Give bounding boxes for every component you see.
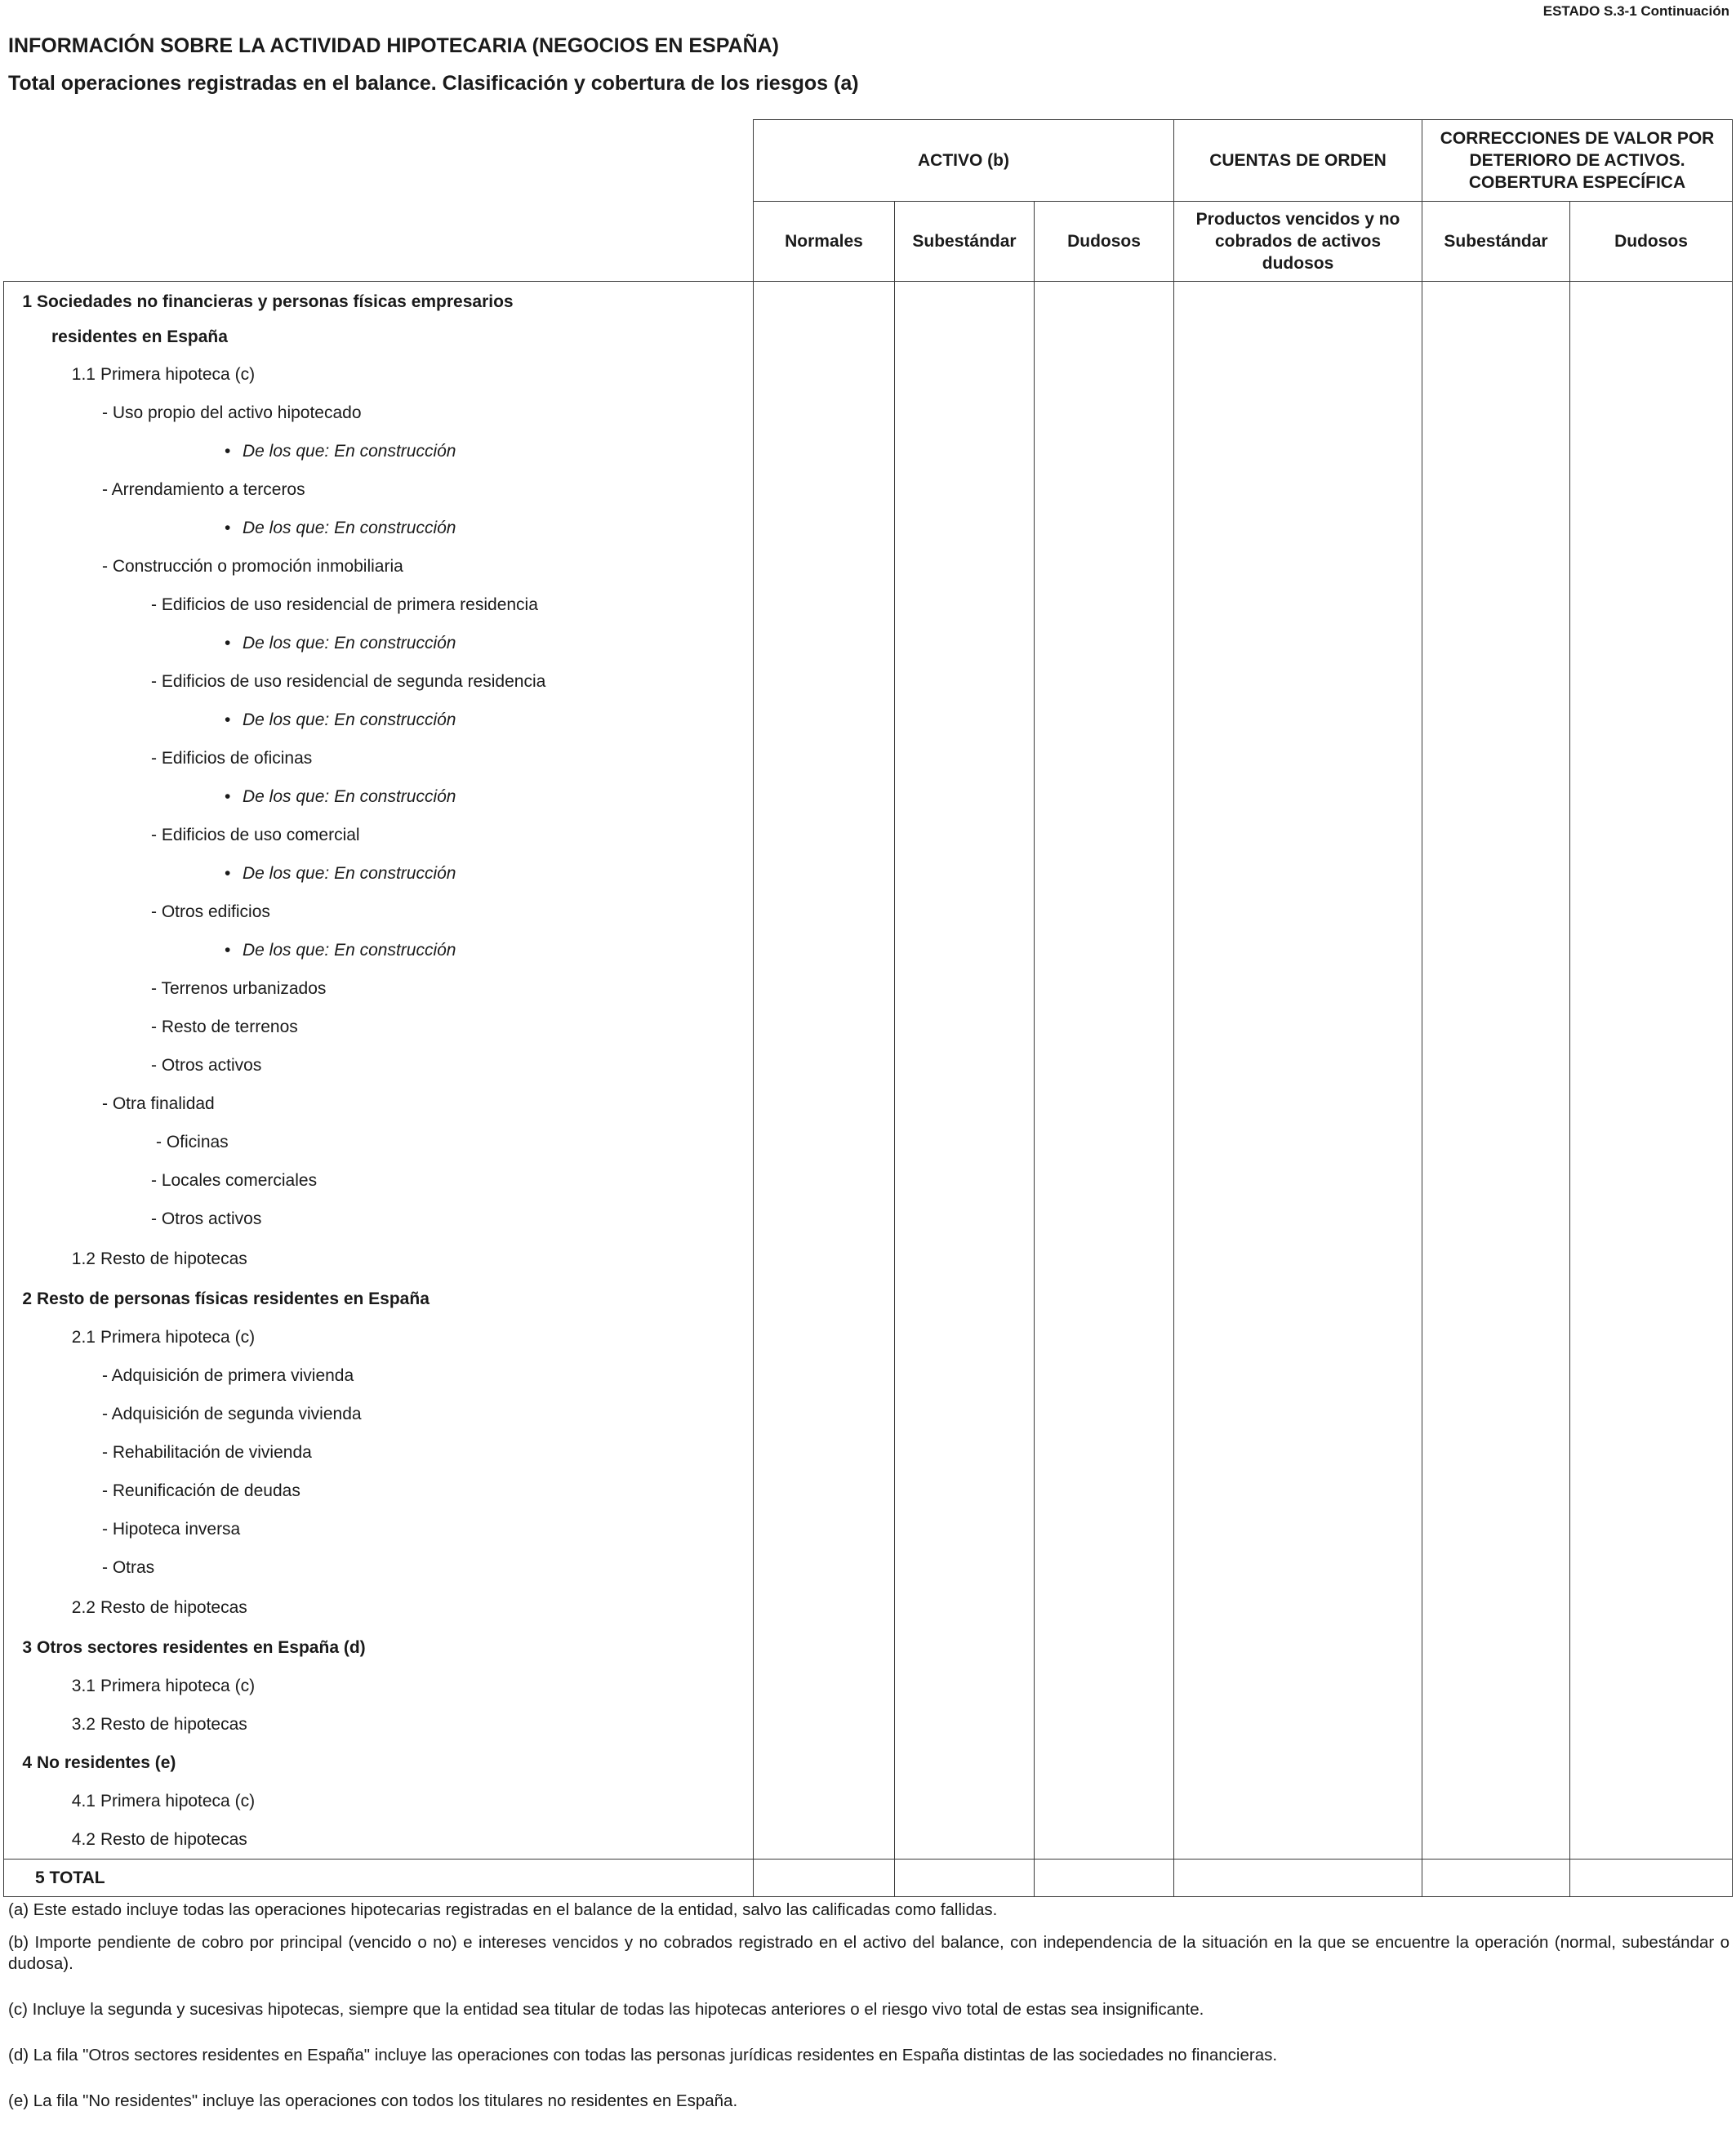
table-row-label bbox=[4, 701, 753, 739]
row-text: - Arrendamiento a terceros bbox=[102, 479, 305, 499]
header-cuentas-orden: CUENTAS DE ORDEN bbox=[1174, 120, 1422, 202]
table-row-label bbox=[4, 586, 753, 624]
table-row-label bbox=[4, 662, 753, 701]
row-text: - Edificios de uso residencial de segunda residencia bbox=[151, 671, 546, 691]
total-productos-cell[interactable] bbox=[1174, 1860, 1422, 1897]
table-row-label bbox=[4, 1280, 753, 1318]
row-text: Resto de personas físicas residentes en España bbox=[37, 1289, 430, 1308]
table-row-label bbox=[4, 1587, 753, 1628]
row-text: - Uso propio del activo hipotecado bbox=[102, 403, 362, 422]
row-number: 3.2 bbox=[71, 1714, 96, 1734]
column-dudosos-cells[interactable] bbox=[1035, 282, 1174, 1860]
column-normales-cells[interactable] bbox=[754, 282, 895, 1860]
table-row-label bbox=[4, 1318, 753, 1356]
row-text: De los que: En construcción bbox=[243, 940, 456, 960]
row-text: - Otras bbox=[102, 1557, 155, 1577]
table-row-label bbox=[4, 355, 753, 394]
row-text: - Otros activos bbox=[151, 1209, 262, 1228]
row-text: Resto de hipotecas bbox=[100, 1714, 247, 1734]
table-row-label bbox=[4, 1667, 753, 1705]
table-row-label bbox=[4, 1782, 753, 1820]
table-row-label bbox=[4, 1123, 753, 1161]
row-text: De los que: En construcción bbox=[243, 633, 456, 653]
total-dudosos-cell[interactable] bbox=[1035, 1860, 1174, 1897]
row-text: - Locales comerciales bbox=[151, 1170, 318, 1190]
bullet-icon: • bbox=[225, 940, 231, 960]
table-row-label bbox=[4, 893, 753, 931]
table-row-label bbox=[4, 1356, 753, 1395]
table-row-label bbox=[4, 1472, 753, 1510]
row-number: 4 bbox=[22, 1753, 32, 1772]
table-row-label bbox=[4, 1238, 753, 1280]
row-text: - Rehabilitación de vivienda bbox=[102, 1442, 312, 1462]
row-text: Primera hipoteca (c) bbox=[100, 364, 256, 384]
table-row-label bbox=[4, 1628, 753, 1667]
table-row-label bbox=[4, 816, 753, 854]
column-subestandar-cells[interactable] bbox=[895, 282, 1035, 1860]
row-number: 1.1 bbox=[71, 364, 96, 384]
table-row-label bbox=[4, 1046, 753, 1085]
footnote: (d) La fila "Otros sectores residentes en España" incluye las operaciones con todas las personas jurídicas residentes en España distintas de las sociedades no financieras. bbox=[8, 2046, 1278, 2064]
row-text: - Edificios de oficinas bbox=[151, 748, 313, 768]
table-row-label bbox=[4, 1433, 753, 1472]
row-text: - Adquisición de segunda vivienda bbox=[102, 1404, 362, 1423]
row-text: De los que: En construcción bbox=[243, 786, 456, 806]
row-text: - Edificios de uso comercial bbox=[151, 825, 360, 844]
table-row-label bbox=[4, 509, 753, 547]
row-text: - Otros activos bbox=[151, 1055, 262, 1075]
table-row-label bbox=[4, 854, 753, 893]
bullet-icon: • bbox=[225, 863, 231, 883]
footnotes bbox=[8, 1900, 1729, 2112]
row-number: 2.2 bbox=[71, 1597, 96, 1617]
table-row-label bbox=[4, 1548, 753, 1587]
row-text: - Terrenos urbanizados bbox=[151, 978, 327, 998]
header-correcciones: CORRECCIONES DE VALOR POR DETERIORO DE ACTIVOS. COBERTURA ESPECÍFICA bbox=[1422, 120, 1733, 202]
table-row-label bbox=[4, 739, 753, 777]
row-text: De los que: En construcción bbox=[243, 441, 456, 461]
header-normales: Normales bbox=[754, 202, 895, 282]
table-row-label bbox=[4, 285, 753, 319]
header-correcciones-dudosos: Dudosos bbox=[1570, 202, 1733, 282]
table-row-label bbox=[4, 1200, 753, 1238]
table-row-label bbox=[4, 547, 753, 586]
table-row-label bbox=[4, 1705, 753, 1744]
form-code: ESTADO S.3-1 Continuación bbox=[1542, 3, 1729, 19]
footnote: (c) Incluye la segunda y sucesivas hipotecas, siempre que la entidad sea titular de todas las hipotecas anteriores o el riesgo vivo total de estas sea insignificante. bbox=[8, 2000, 1204, 2019]
row-text: - Otros edificios bbox=[151, 902, 270, 921]
header-activo: ACTIVO (b) bbox=[754, 120, 1174, 202]
row-text: Sociedades no financieras y personas físicas empresarios bbox=[37, 292, 514, 311]
row-number: 3 bbox=[22, 1637, 32, 1657]
table-row-label bbox=[4, 1085, 753, 1123]
row-text: Primera hipoteca (c) bbox=[100, 1791, 256, 1811]
row-text: - Hipoteca inversa bbox=[102, 1519, 241, 1539]
header-productos-vencidos: Productos vencidos y no cobrados de activos dudosos bbox=[1174, 202, 1422, 282]
bullet-icon: • bbox=[225, 441, 231, 461]
table-row-label bbox=[4, 319, 753, 355]
row-text: - Reunificación de deudas bbox=[102, 1481, 300, 1500]
row-text: - Edificios de uso residencial de primera residencia bbox=[151, 595, 538, 614]
table-row-label bbox=[4, 1744, 753, 1782]
table-row-label bbox=[4, 624, 753, 662]
table-row-label bbox=[4, 394, 753, 432]
bullet-icon: • bbox=[225, 786, 231, 806]
table-row-label bbox=[4, 969, 753, 1008]
bullet-icon: • bbox=[225, 633, 231, 653]
row-number: 2 bbox=[22, 1289, 32, 1308]
row-text: Resto de hipotecas bbox=[100, 1829, 247, 1849]
header-subestandar: Subestándar bbox=[895, 202, 1035, 282]
table-row-label bbox=[4, 1161, 753, 1200]
mortgage-table bbox=[3, 119, 1733, 1897]
row-text: - Adquisición de primera vivienda bbox=[102, 1365, 354, 1385]
row-text: No residentes (e) bbox=[37, 1753, 176, 1772]
table-row-label bbox=[4, 470, 753, 509]
row-text: Primera hipoteca (c) bbox=[100, 1327, 256, 1347]
header-dudosos: Dudosos bbox=[1035, 202, 1174, 282]
footnote: (b) Importe pendiente de cobro por principal (vencido o no) e intereses vencidos y no cobrados registrado en el activo del balance, con independencia de la situación en la que se encuentre la operación (normal, subestándar o dudosa). bbox=[8, 1933, 1729, 1973]
table-row-label bbox=[4, 1395, 753, 1433]
row-text: De los que: En construcción bbox=[243, 518, 456, 537]
total-correcciones-dudosos-cell[interactable] bbox=[1570, 1860, 1733, 1897]
total-label: 5 TOTAL bbox=[4, 1860, 754, 1897]
bullet-icon: • bbox=[225, 518, 231, 537]
bullet-icon: • bbox=[225, 710, 231, 729]
row-number: 3.1 bbox=[71, 1676, 96, 1695]
column-productos-cells[interactable] bbox=[1174, 282, 1422, 1860]
row-text: - Oficinas bbox=[156, 1132, 229, 1151]
row-text: Resto de hipotecas bbox=[100, 1597, 247, 1617]
row-text: - Construcción o promoción inmobiliaria bbox=[102, 556, 403, 576]
footnote: (a) Este estado incluye todas las operaciones hipotecarias registradas en el balance de la entidad, salvo las calificadas como fallidas. bbox=[8, 1900, 998, 1919]
row-number: 1.2 bbox=[71, 1249, 96, 1268]
row-number: 2.1 bbox=[71, 1327, 96, 1347]
row-text: Primera hipoteca (c) bbox=[100, 1676, 256, 1695]
page-title: INFORMACIÓN SOBRE LA ACTIVIDAD HIPOTECARIA (NEGOCIOS EN ESPAÑA) bbox=[8, 34, 780, 57]
table-row-label bbox=[4, 1510, 753, 1548]
table-row-label bbox=[4, 1008, 753, 1046]
header-correcciones-subestandar: Subestándar bbox=[1422, 202, 1570, 282]
total-normales-cell[interactable] bbox=[754, 1860, 895, 1897]
total-correcciones-subestandar-cell[interactable] bbox=[1422, 1860, 1570, 1897]
row-number: 1 bbox=[22, 292, 32, 311]
row-text: residentes en España bbox=[51, 327, 228, 346]
row-text: De los que: En construcción bbox=[243, 863, 456, 883]
table-row-label bbox=[4, 432, 753, 470]
row-number: 4.2 bbox=[71, 1829, 96, 1849]
page-subtitle: Total operaciones registradas en el balance. Clasificación y cobertura de los riesgos (a) bbox=[8, 72, 859, 95]
row-labels bbox=[4, 282, 754, 1860]
header-blank bbox=[4, 120, 754, 282]
column-correcciones-dudosos-cells[interactable] bbox=[1570, 282, 1733, 1860]
table-row-label bbox=[4, 1820, 753, 1859]
row-text: Otros sectores residentes en España (d) bbox=[37, 1637, 366, 1657]
row-number: 4.1 bbox=[71, 1791, 96, 1811]
table-row-label bbox=[4, 777, 753, 816]
row-text: De los que: En construcción bbox=[243, 710, 456, 729]
row-text: - Resto de terrenos bbox=[151, 1017, 298, 1036]
column-correcciones-subestandar-cells[interactable] bbox=[1422, 282, 1570, 1860]
table-row-label bbox=[4, 931, 753, 969]
row-text: Resto de hipotecas bbox=[100, 1249, 247, 1268]
row-text: - Otra finalidad bbox=[102, 1093, 215, 1113]
total-subestandar-cell[interactable] bbox=[895, 1860, 1035, 1897]
footnote: (e) La fila "No residentes" incluye las operaciones con todos los titulares no residentes en España. bbox=[8, 2091, 738, 2110]
